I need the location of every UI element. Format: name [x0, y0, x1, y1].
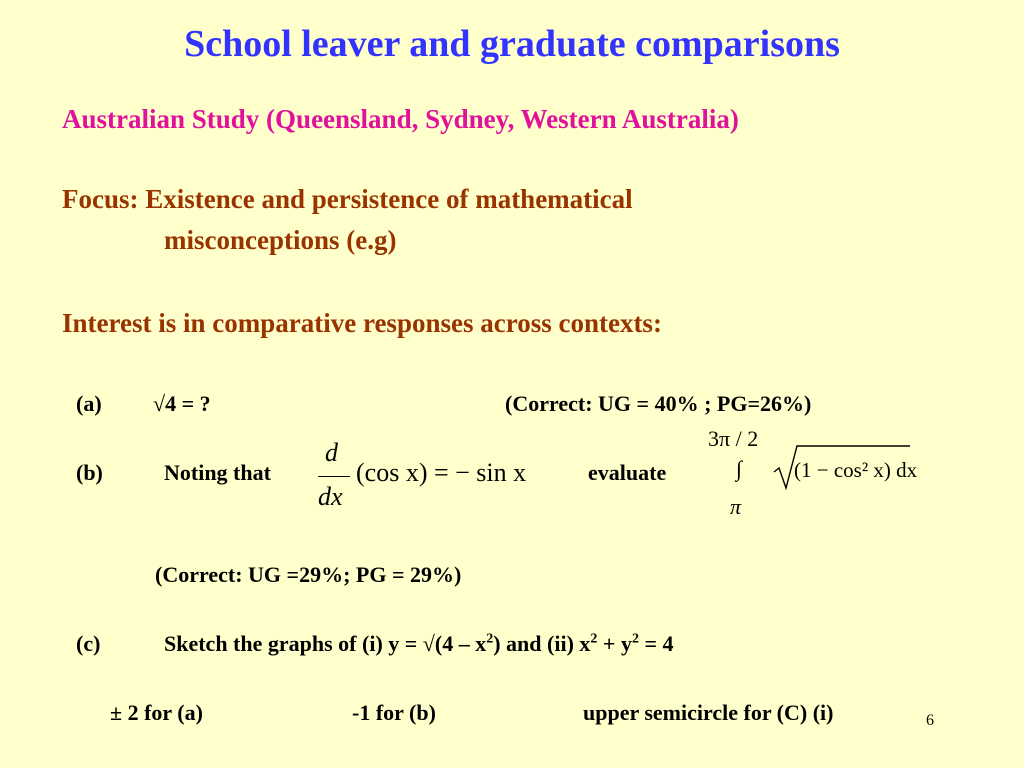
- derivative-rhs: (cos x) = − sin x: [356, 458, 527, 487]
- study-line: Australian Study (Queensland, Sydney, Western Australia): [62, 104, 739, 134]
- derivative-numerator: d: [325, 438, 338, 467]
- answer-b: -1 for (b): [352, 700, 436, 725]
- slide-number: 6: [926, 712, 934, 729]
- item-b-correct: (Correct: UG =29%; PG = 29%): [155, 562, 462, 587]
- derivative-fraction-bar: [318, 476, 350, 477]
- item-c-text: Sketch the graphs of (i) $y = √(4 - x^2)$ and (ii) $x^2 + y^2 = 4$: [164, 631, 674, 656]
- derivative-denominator: dx: [318, 482, 343, 511]
- item-b-noting: Noting that: [164, 460, 271, 485]
- item-a-label: (a): [76, 391, 102, 416]
- item-a-question: √4 = ?: [153, 391, 211, 416]
- answer-c: upper semicircle for (C) (i): [583, 700, 834, 725]
- item-b-evaluate: evaluate: [588, 460, 667, 485]
- integral-lower-limit: π: [730, 494, 742, 519]
- item-b-label: (b): [76, 460, 103, 485]
- integral-sign: ∫: [736, 456, 743, 481]
- focus-line-2: misconceptions (e.g): [164, 225, 397, 255]
- slide-title: School leaver and graduate comparisons: [184, 23, 840, 65]
- answer-a: ± 2 for (a): [110, 700, 203, 725]
- item-c-label: (c): [76, 631, 101, 656]
- focus-line-1: Focus: Existence and persistence of mathematical: [62, 184, 633, 214]
- integrand: (1 − cos² x) dx: [794, 458, 918, 482]
- interest-line: Interest is in comparative responses across contexts:: [62, 308, 662, 338]
- item-a-correct: (Correct: UG = 40% ; PG=26%): [505, 391, 812, 416]
- integral-upper-limit: 3π / 2: [708, 426, 759, 451]
